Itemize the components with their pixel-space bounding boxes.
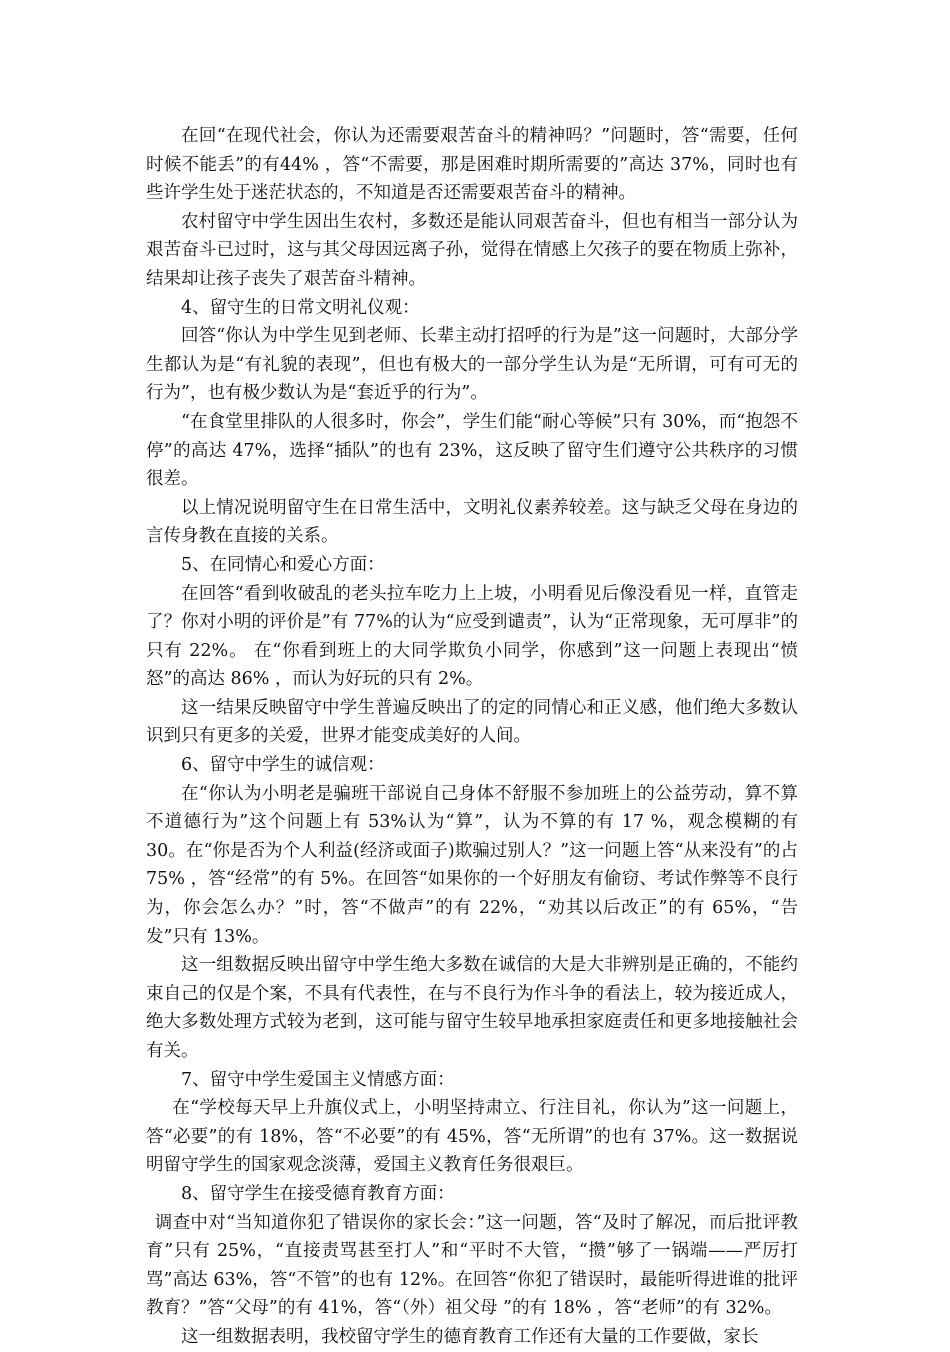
document-body — [146, 122, 798, 1352]
paragraph: 这一组数据反映出留守中学生绝大多数在诚信的大是大非辨别是正确的，不能约束自己的仅是个案，不具有代表性，在与不良行为作斗争的看法上，较为接近成人，绝大多数处理方式较为老到，这可能与留守生较早地承担家庭责任和更多地接触社会有关。 — [146, 955, 798, 1061]
paragraph: 在“学校每天早上升旗仪式上，小明坚持肃立、行注目礼，你认为”这一问题上，答“必要”的有 18%，答“不必要”的有 45%，答“无所谓”的也有 37%。这一数据说明留守学生的国家观念淡薄，爱国主义教育任务很艰巨。 — [146, 1098, 798, 1176]
paragraph: 在回答“看到收破乱的老头拉车吃力上上坡，小明看见后像没看见一样，直管走了？你对小明的评价是”有 77%的认为“应受到谴责”，认为“正常现象，无可厚非”的只有 22%。 在“你看到班上的大同学欺负小同学，你感到”这一问题上表现出“愤怒”的高达 86% ，而认为好玩的只有 2%。 — [146, 583, 798, 690]
paragraph: 调查中对“当知道你犯了错误你的家长会：”这一问题，答“及时了解况，而后批评教育”只有 25%，“直接责骂甚至打人”和“平时不大管，“攒”够了一锅端——严厉打骂”高达 63%，答“不管”的也有 12%。在回答“你犯了错误时，最能听得进谁的批评教育？”答“父母”的有 41%，答“（外）祖父母 ”的有 18% ，答“老师”的有 32%。 — [146, 1212, 798, 1319]
section-heading: 6、留守中学生的诚信观： — [181, 755, 385, 776]
paragraph: 以上情况说明留守生在日常生活中，文明礼仪素养较差。这与缺乏父母在身边的言传身教在直接的关系。 — [146, 497, 798, 547]
paragraph: “在食堂里排队的人很多时，你会”，学生们能“耐心等候”只有 30%，而“抱怨不停”的高达 47%，选择“插队”的也有 23%，这反映了留守生们遵守公共秩序的习惯很差。 — [146, 411, 798, 490]
paragraph: 这一结果反映留守中学生普遍反映出了的定的同情心和正义感，他们绝大多数认识到只有更多的关爱，世界才能变成美好的人间。 — [146, 697, 798, 747]
paragraph: 这一组数据表明，我校留守学生的德育教育工作还有大量的工作要做，家长 — [181, 1326, 759, 1347]
paragraph: 在“你认为小明老是骗班干部说自己身体不舒服不参加班上的公益劳动，算不算不道德行为”这个问题上有 53%认为“算”，认为不算的有 17 %，观念模糊的有 30。在“你是否为个人利益(经济或面子)欺骗过别人？”这一问题上答“从来没有”的占 75% ，答“经常”的有 5%。在回答“如果你的一个好朋友有偷窃、考试作弊等不良行为，你会怎么办？”时，答“不做声”的有 22%，“劝其以后改正”的有 65%，“告发”只有 13%。 — [146, 783, 798, 947]
section-heading: 4、留守生的日常文明礼仪观： — [181, 297, 420, 318]
paragraph: 农村留守中学生因出生农村，多数还是能认同艰苦奋斗，但也有相当一部分认为艰苦奋斗已过时，这与其父母因远离子孙，觉得在情感上欠孩子的要在物质上弥补，结果却让孩子丧失了艰苦奋斗精神。 — [146, 211, 798, 289]
paragraph: 回答“你认为中学生见到老师、长辈主动打招呼的行为是”这一问题时，大部分学生都认为是“有礼貌的表现”，但也有极大的一部分学生认为是“无所谓，可有可无的行为”，也有极少数认为是“套近乎的行为”。 — [146, 326, 798, 404]
paragraph: 在回“在现代社会，你认为还需要艰苦奋斗的精神吗？”问题时，答“需要，任何时候不能丢”的有44% ，答“不需要，那是困难时期所需要的”高达 37%，同时也有些许学生处于迷茫状态的，不知道是否还需要艰苦奋斗的精神。 — [146, 126, 798, 204]
section-heading: 8、留守学生在接受德育教育方面： — [181, 1183, 455, 1204]
section-heading: 7、留守中学生爱国主义情感方面： — [181, 1069, 455, 1090]
section-heading: 5、在同情心和爱心方面： — [181, 554, 385, 575]
